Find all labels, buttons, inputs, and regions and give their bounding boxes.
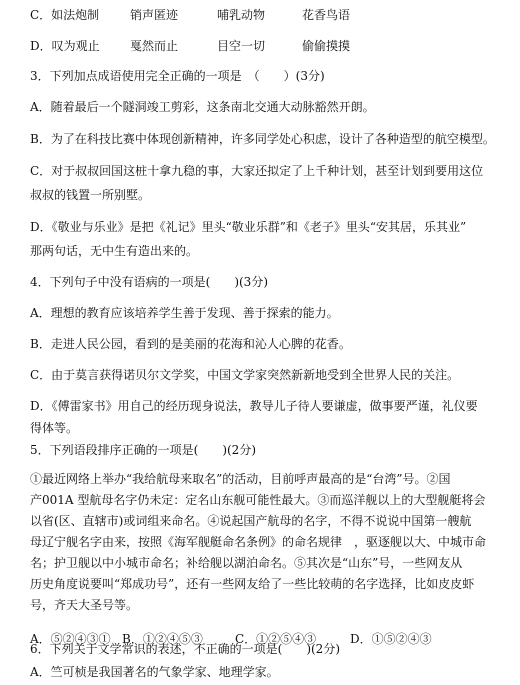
q2-option-d-3: 目空一切 (217, 39, 266, 53)
q3-option-a: A．随着最后一个隧洞竣工剪彩，这条南北交通大动脉豁然开朗。 (30, 100, 375, 114)
q3-option-c-line2: 叔叔的钱置一所别墅。 (30, 188, 151, 202)
q2-option-row-c (30, 7, 350, 23)
q5-stem: 5．下列语段排序正确的一项是( )(2分) (30, 443, 256, 457)
q5-choice-b: B．①②④⑤③ (122, 632, 203, 646)
q3-stem: 3．下列加点成语使用完全正确的一项是 （ ）(3分) (30, 69, 325, 83)
q2-option-d-2: 戛然而止 (130, 39, 179, 53)
q5-choice-a: A．⑤②④③① (30, 632, 111, 646)
q5-choice-d: D．①⑤②④③ (350, 632, 432, 646)
q2-option-d-1: D．叹为观止 (30, 39, 100, 53)
q6-stem-line: 6．下列关于文学常识的表述，不正确的一项是( )(2分) (30, 642, 340, 656)
q5-passage-line2: 产001A 型航母名字仍未定：定名山东舰可能性最大。③而巡洋舰以上的大型舰艇将会 (30, 493, 486, 507)
q4-option-d-line1: D．《傅雷家书》用自己的经历现身说法，教导儿子待人要谦虚，做事要严谨，礼仪要 (30, 399, 478, 413)
q5-passage-line5: 名；护卫舰以中小城市命名；补给舰以湖泊命名。⑤其次是“山东”号，一些网友从 (30, 556, 463, 570)
q5-passage-line6: 历史角度说要叫“郑成功号”，还有一些网友给了一些比较萌的名字选择，比如皮皮虾 (30, 577, 475, 591)
q2-option-c-3: 哺乳动物 (217, 8, 266, 22)
q2-option-c-4: 花香鸟语 (302, 8, 351, 22)
q4-option-d-line2: 得体等。 (30, 421, 79, 435)
q4-stem: 4．下列句子中没有语病的一项是( )(3分) (30, 275, 268, 289)
q5-passage-line4: 母辽宁舰名字由来，按照《海军舰艇命名条例》的命名规律 ，驱逐舰以大、中城市命 (30, 535, 487, 549)
q2-option-c-2: 销声匿迹 (130, 8, 179, 22)
q2-option-c-1: C．如法炮制 (30, 8, 100, 22)
q5-passage-line7: 号，齐天大圣号等。 (30, 598, 139, 612)
q4-option-c: C．由于莫言获得诺贝尔文学奖，中国文学家突然新新地受到全世界人民的关注。 (30, 368, 460, 382)
q5-passage-line1: ①最近网络上举办“我给航母来取名”的活动，目前呼声最高的是“台湾”号。②国 (30, 472, 451, 486)
q2-option-d-4: 偷偷摸摸 (302, 39, 351, 53)
q3-option-c-line1: C．对于叔叔回国这桩十拿九稳的事，大家还拟定了上千种计划，甚至计划到要用这位 (30, 164, 484, 178)
q4-option-b: B．走进人民公园，看到的是美丽的花海和沁人心脾的花香。 (30, 337, 351, 351)
q5-passage-line3: 以省(区、直辖市)或词组来命名。④说起国产航母的名字，不得不说说中国第一艘航 (30, 514, 472, 528)
q6-option-a: A．竺可桢是我国著名的气象学家、地理学家。 (30, 665, 279, 679)
q2-option-row-d (30, 38, 350, 54)
q3-option-b: B．为了在科技比赛中体现创新精神，许多同学处心积虑，设计了各种造型的航空模型。 (30, 132, 495, 146)
q5-choice-c: C．①②⑤④③ (235, 632, 317, 646)
q3-option-d-line2: 那两句话，无中生有造出来的。 (30, 244, 199, 258)
q4-option-a: A．理想的教育应该培养学生善于发现、善于探索的能力。 (30, 306, 339, 320)
q3-option-d-line1: D．《敬业与乐业》是把《礼记》里头“敬业乐群”和《老子》里头“安其居，乐其业” (30, 220, 467, 234)
